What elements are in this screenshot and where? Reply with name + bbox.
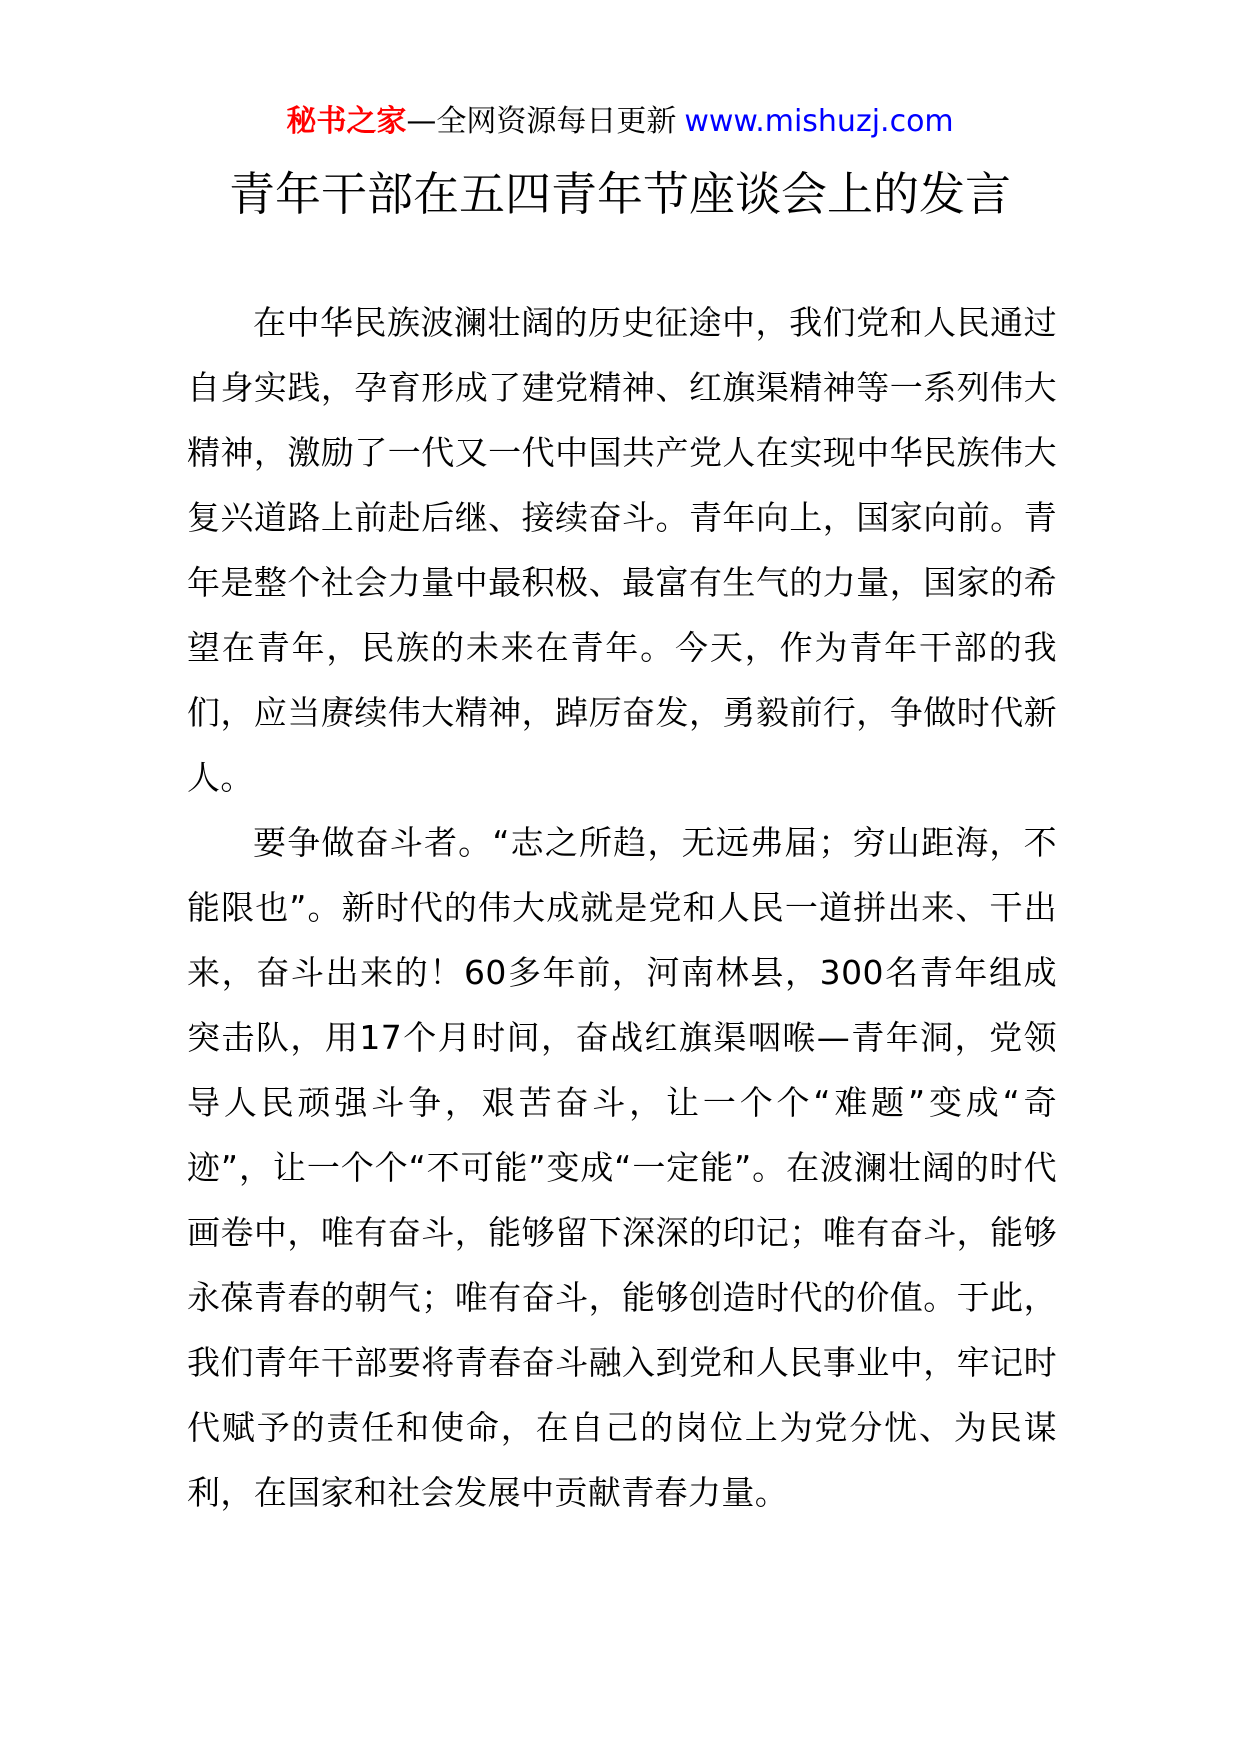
site-brand: 秘书之家 [286,104,407,139]
site-tagline: —全网资源每日更新 [406,104,677,139]
body-paragraph-2: 要争做奋斗者。“志之所趋，无远弗届；穷山距海，不能限也”。新时代的伟大成就是党和人民一道拼出来、干出来，奋斗出来的！60多年前，河南林县，300名青年组成突击队，用17个月时间，奋战红旗渠咽喉—青年洞，党领导人民顽强斗争，艰苦奋斗，让一个个“难题”变成“奇迹”，让一个个“不可能”变成“一定能”。在波澜壮阔的时代画卷中，唯有奋斗，能够留下深深的印记；唯有奋斗，能够永葆青春的朝气；唯有奋斗，能够创造时代的价值。于此，我们青年干部要将青春奋斗融入到党和人民事业中，牢记时代赋予的责任和使命，在自己的岗位上为党分忧、为民谋利，在国家和社会发展中贡献青春力量。 [187,823,1057,1512]
site-url-link[interactable]: www.mishuzj.com [684,104,954,139]
site-header [0,100,1240,144]
document-body [187,290,1057,1525]
body-paragraph-1: 在中华民族波澜壮阔的历史征途中，我们党和人民通过自身实践，孕育形成了建党精神、红旗渠精神等一系列伟大精神，激励了一代又一代中国共产党人在实现中华民族伟大复兴道路上前赴后继、接续奋斗。青年向上，国家向前。青年是整个社会力量中最积极、最富有生气的力量，国家的希望在青年，民族的未来在青年。今天，作为青年干部的我们，应当赓续伟大精神，踔厉奋发，勇毅前行，争做时代新人。 [187,303,1057,797]
document-title: 青年干部在五四青年节座谈会上的发言 [229,167,1011,221]
